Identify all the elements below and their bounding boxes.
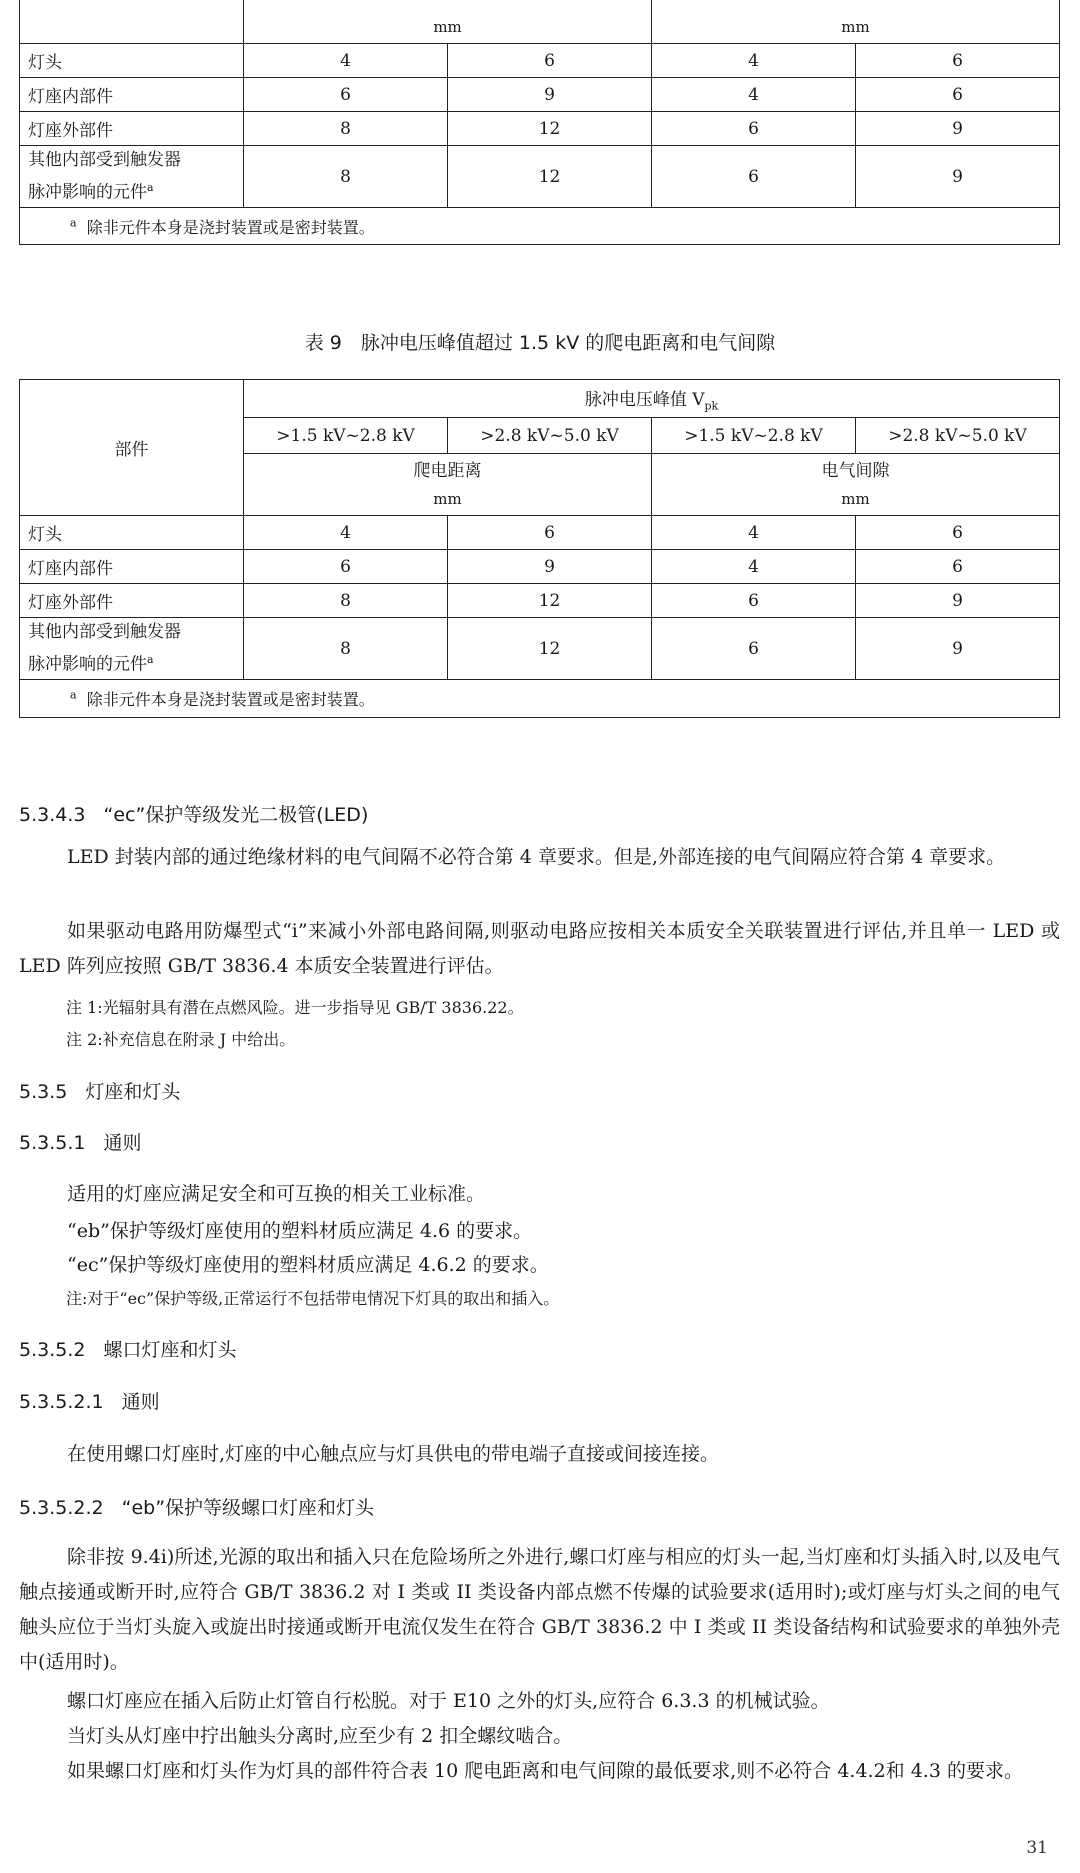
- table-footnote: $^a$ 除非元件本身是浇封装置或是密封装置。: [20, 208, 1060, 245]
- table-row: 灯座内部件 6 9 4 6: [20, 78, 1060, 112]
- range-header: >2.8 kV~5.0 kV: [448, 418, 652, 454]
- creepage-header: 爬电距离 mm: [244, 454, 652, 516]
- table-row: 灯座外部件 8 12 6 9: [20, 112, 1060, 146]
- section-heading: 5.3.5.2 螺口灯座和灯头: [19, 1339, 237, 1361]
- part-header-cell: 部件: [20, 380, 244, 516]
- paragraph: 如果驱动电路用防爆型式“i”来减小外部电路间隔,则驱动电路应按相关本质安全关联装置进行评估,并且单一 LED 或 LED 阵列应按照 GB/T 3836.4 本质安全装置进行评估。: [19, 920, 1060, 977]
- part-header-cell: [20, 0, 244, 44]
- note: 注:对于“ec”保护等级,正常运行不包括带电情况下灯具的取出和插入。: [66, 1289, 560, 1308]
- paragraph: 当灯头从灯座中拧出触头分离时,应至少有 2 扣全螺纹啮合。: [67, 1725, 573, 1747]
- clearance-unit-cell: mm: [652, 0, 1060, 44]
- table-row: 灯头 4 6 4 6: [20, 44, 1060, 78]
- voltage-group-header: 脉冲电压峰值 $V_{pk}$: [244, 380, 1060, 418]
- continued-table: [19, 0, 1060, 245]
- note: 注 2:补充信息在附录 J 中给出。: [66, 1030, 296, 1049]
- page-number: 31: [1026, 1838, 1048, 1858]
- table-footnote: $^a$ 除非元件本身是浇封装置或是密封装置。: [20, 680, 1060, 718]
- paragraph: 螺口灯座应在插入后防止灯管自行松脱。对于 E10 之外的灯头,应符合 6.3.3 的机械试验。: [67, 1690, 830, 1712]
- paragraph: 适用的灯座应满足安全和可互换的相关工业标准。: [67, 1183, 486, 1205]
- section-heading: 5.3.5 灯座和灯头: [19, 1081, 181, 1103]
- paragraph: 如果螺口灯座和灯头作为灯具的部件符合表 10 爬电距离和电气间隙的最低要求,则不必符合 4.4.2和 4.3 的要求。: [67, 1760, 1023, 1782]
- section-heading: 5.3.4.3 “ec”保护等级发光二极管(LED): [19, 804, 369, 826]
- table-row: 灯座外部件 8 12 6 9: [20, 584, 1060, 618]
- table-row: 灯座内部件 6 9 4 6: [20, 550, 1060, 584]
- table-row: 其他内部受到触发器 脉冲影响的元件$^a$ 8 12 6 9: [20, 146, 1060, 208]
- table-row: 灯头 4 6 4 6: [20, 516, 1060, 550]
- section-heading: 5.3.5.2.2 “eb”保护等级螺口灯座和灯头: [19, 1497, 375, 1519]
- section-heading: 5.3.5.1 通则: [19, 1132, 142, 1154]
- paragraph: “eb”保护等级灯座使用的塑料材质应满足 4.6 的要求。: [67, 1220, 533, 1242]
- paragraph: 在使用螺口灯座时,灯座的中心触点应与灯具供电的带电端子直接或间接连接。: [67, 1443, 720, 1465]
- range-header: >1.5 kV~2.8 kV: [652, 418, 856, 454]
- range-header: >1.5 kV~2.8 kV: [244, 418, 448, 454]
- clearance-header: 电气间隙 mm: [652, 454, 1060, 516]
- creepage-unit-cell: mm: [244, 0, 652, 44]
- paragraph: 除非按 9.4i)所述,光源的取出和插入只在危险场所之外进行,螺口灯座与相应的灯头一起,当灯座和灯头插入时,以及电气触点接通或断开时,应符合 GB/T 3836.2 对 I 类或 II 类设备内部点燃不传爆的试验要求(适用时);或灯座与灯头之间的电气触头应位于当灯头旋入或旋出时接通或断开电流仅发生在符合 GB/T 3836.2 中 I 类或 II 类设备结构和试验要求的单独外壳中(适用时)。: [19, 1546, 1060, 1673]
- table-9: [19, 379, 1060, 718]
- section-heading: 5.3.5.2.1 通则: [19, 1391, 160, 1413]
- note: 注 1:光辐射具有潜在点燃风险。进一步指导见 GB/T 3836.22。: [66, 998, 524, 1017]
- table-caption: 表 9 脉冲电压峰值超过 1.5 kV 的爬电距离和电气间隙: [304, 332, 776, 354]
- paragraph: LED 封装内部的通过绝缘材料的电气间隔不必符合第 4 章要求。但是,外部连接的电气间隔应符合第 4 章要求。: [67, 846, 1006, 868]
- paragraph: “ec”保护等级灯座使用的塑料材质应满足 4.6.2 的要求。: [67, 1254, 549, 1276]
- range-header: >2.8 kV~5.0 kV: [855, 418, 1059, 454]
- table-row: 其他内部受到触发器 脉冲影响的元件$^a$ 8 12 6 9: [20, 618, 1060, 680]
